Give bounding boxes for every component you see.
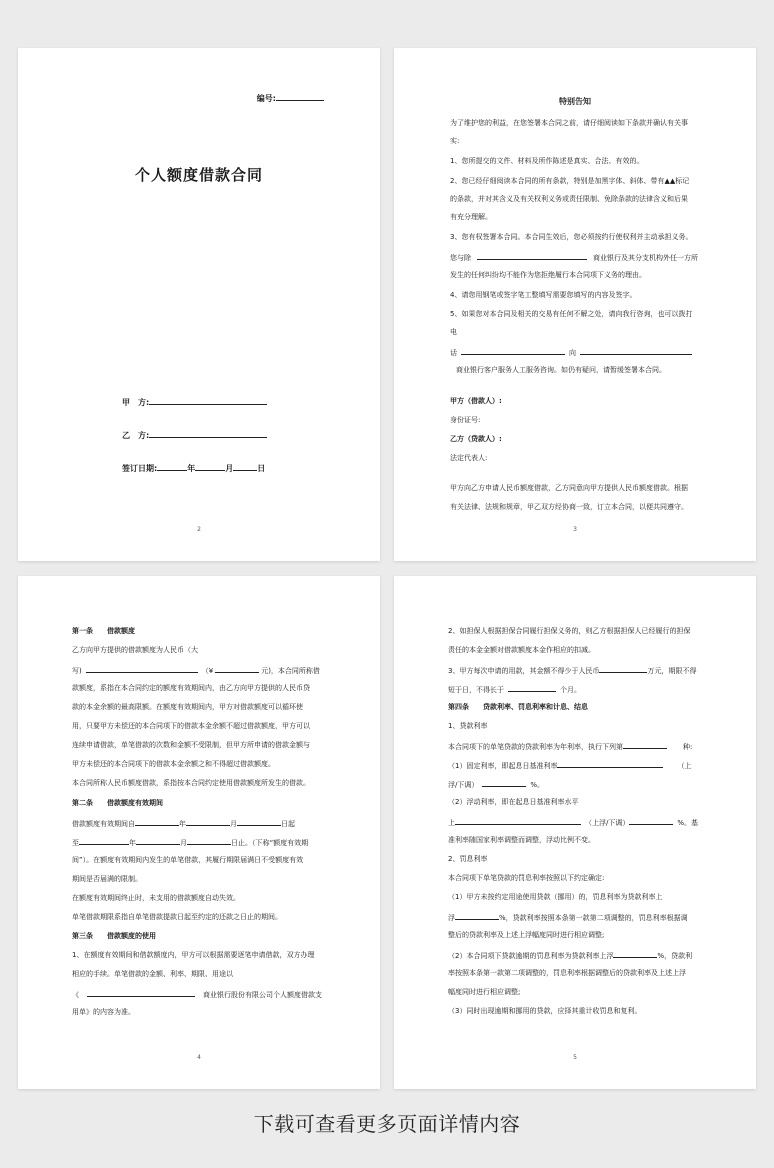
legal-rep-label: 法定代表人:	[450, 454, 488, 462]
text-line: 整后的贷款利率及上述上浮幅度同时进行相应调整;	[448, 931, 605, 939]
text-line: 在额度有效期间终止时，未支用的借款额度自动失效。	[72, 894, 240, 902]
text-line: 话 向	[450, 346, 692, 358]
contract-title: 个人额度借款合同	[134, 166, 263, 184]
text-line: 浮/下调） %。	[448, 778, 544, 790]
text-line: （1）甲方未按约定用途使用贷款（挪用）的，罚息利率为贷款利率上	[448, 893, 663, 901]
text-line: 电	[450, 328, 457, 336]
sign-date-field: 签订日期: 年 月 日	[122, 464, 266, 473]
article-heading: 第四条 贷款利率、罚息利率和计息、结息	[448, 703, 588, 711]
article-heading: 第一条 借款额度	[72, 627, 135, 635]
text-line: 借款额度有效期间自 年 月 日起	[72, 817, 295, 829]
text-line: 至 年 月 日止。（下称“额度有效期	[72, 836, 308, 848]
text-line: 款额度，系指在本合同约定的额度有效期间内，由乙方向甲方提供的人民币贷	[72, 684, 310, 692]
contract-number-field: 编号:	[257, 92, 324, 104]
document-page-notice	[394, 48, 756, 561]
page-number: 3	[573, 526, 577, 533]
text-line: 1、贷款利率	[448, 722, 488, 730]
text-line: 幅度同时进行相应调整;	[448, 988, 521, 996]
article-heading: 第三条 借款额度的使用	[72, 932, 156, 940]
page-number: 4	[197, 1054, 201, 1061]
text-line: 本合同项下的单笔贷款的贷款利率为年利率，执行下列第 种:	[448, 740, 692, 752]
text-line: 用单》的内容为准。	[72, 1008, 135, 1016]
text-line: 款的本金余额的最高限额。在额度有效期间内，甲方对借款额度可以循环使	[72, 703, 303, 711]
text-line: 1、在额度有效期间和借款额度内，甲方可以根据需要逐笔申请借款，双方办理	[72, 951, 315, 959]
text-line: 准利率随国家利率调整而调整，浮动比例不变。	[448, 836, 595, 844]
text-line: 2、罚息利率	[448, 855, 488, 863]
text-line: 甲方未偿还的本合同项下的借款本金余额之和不得超过借款额度。	[72, 760, 275, 768]
page-number: 5	[573, 1054, 577, 1061]
lender-label: 乙方（贷款人）:	[450, 435, 502, 443]
text-line: 有充分理解。	[450, 213, 492, 221]
text-line: 为了维护您的利益，在您签署本合同之前，请仔细阅读如下条款并确认有关事	[450, 119, 688, 127]
party-a-field: 甲 方:	[122, 396, 267, 408]
text-line: 本合同所称人民币额度借款，系指按本合同约定使用借款额度所发生的借款。	[72, 779, 310, 787]
text-line: 浮 %，贷款利率按照本条第一款第二项调整的，罚息利率根据调	[448, 911, 688, 923]
text-line: 有关法律、法规和规章，甲乙双方经协商一致，订立本合同，以便共同遵守。	[450, 503, 688, 511]
text-line: 短于日，不得长于 个月。	[448, 683, 581, 695]
text-line: 3、甲方每次申请的用款，其金额不得少于人民币 万元，期限不得	[448, 664, 696, 676]
article-heading: 第二条 借款额度有效期间	[72, 799, 163, 807]
text-line: 1、您所提交的文件、材料及所作陈述是真实、合法、有效的。	[450, 157, 644, 165]
borrower-label: 甲方（借款人）:	[450, 397, 502, 405]
text-line: （2）浮动利率，即在起息日基准利率水平	[448, 798, 579, 806]
text-line: 2、您已经仔细阅读本合同的所有条款，特别是加黑字体、斜体、带有▲▲标记	[450, 177, 690, 185]
document-page-articles-2	[394, 576, 756, 1089]
text-line: （1）固定利率，即起息日基准利率 （上	[448, 759, 691, 771]
text-line: 写) （¥ 元)，本合同所称借	[72, 664, 320, 676]
text-line: 商业银行客户服务人工服务咨询。如仍有疑问，请暂缓签署本合同。	[456, 366, 666, 374]
text-line: 单笔借款期限系指自单笔借款提款日起至约定的还款之日止的期间。	[72, 913, 282, 921]
download-more-caption: 下载可查看更多页面详情内容	[253, 1112, 521, 1136]
text-line: 《 商业银行股份有限公司个人额度借款支	[72, 988, 322, 1000]
text-line: 2、如担保人根据担保合同履行担保义务的，则乙方根据担保人已经履行的担保	[448, 627, 691, 635]
text-line: 的条款，并对其含义及有关权利义务或责任限制、免除条款的法律含义和后果	[450, 195, 688, 203]
text-line: 率按照本条第一款第二项调整的，罚息利率根据调整后的贷款利率及上述上浮	[448, 969, 686, 977]
text-line: 4、请您用钢笔或签字笔工整填写需要您填写的内容及签字。	[450, 291, 637, 299]
text-line: 连续申请借款，单笔借款的次数和金额不受限制，但甲方所申请的借款金额与	[72, 741, 310, 749]
text-line: （3）同时出现逾期和挪用的贷款，应择其重计收罚息和复利。	[448, 1007, 642, 1015]
text-line: 用，只要甲方未偿还的本合同项下的借款本金余额不超过借款额度，甲方可以	[72, 722, 310, 730]
document-page-articles-1	[18, 576, 380, 1089]
text-line: 间”）。在额度有效期间内发生的单笔借款，其履行期限届满日不受额度有效	[72, 856, 304, 864]
text-line: 期间是否届满的限制。	[72, 875, 142, 883]
text-line: 本合同项下单笔贷款的罚息利率按照以下约定确定:	[448, 874, 605, 882]
text-line: 相应的手续。单笔借款的金额、利率、期限、用途以	[72, 970, 233, 978]
document-page-cover	[18, 48, 380, 561]
text-line: 甲方向乙方申请人民币额度借款，乙方同意向甲方提供人民币额度借款。根据	[450, 484, 688, 492]
text-line: 5、如果您对本合同及相关的交易有任何不解之处，请向我行咨询，也可以拨打	[450, 310, 693, 318]
text-line: 您与除 商业银行及其分支机构外任一方所	[450, 251, 698, 263]
id-number-label: 身份证号:	[450, 416, 481, 424]
text-line: 责任的本金金额对借款额度本金作相应的扣减。	[448, 646, 595, 654]
page-number: 2	[197, 526, 201, 533]
text-line: （2）本合同项下贷款逾期的罚息利率为贷款利率上浮 %，贷款利	[448, 949, 692, 961]
text-line: 实:	[450, 137, 460, 145]
text-line: 发生的任何纠纷均不能作为您拒绝履行本合同项下义务的理由。	[450, 271, 646, 279]
notice-title: 特别告知	[559, 97, 591, 106]
text-line: 乙方向甲方提供的借款额度为人民币（大	[72, 646, 198, 654]
text-line: 3、您有权签署本合同。本合同生效后，您必须按约行使权利并主动承担义务。	[450, 233, 693, 241]
party-b-field: 乙 方:	[122, 429, 267, 441]
text-line: 上 （上浮/下调） %。基	[448, 816, 698, 828]
